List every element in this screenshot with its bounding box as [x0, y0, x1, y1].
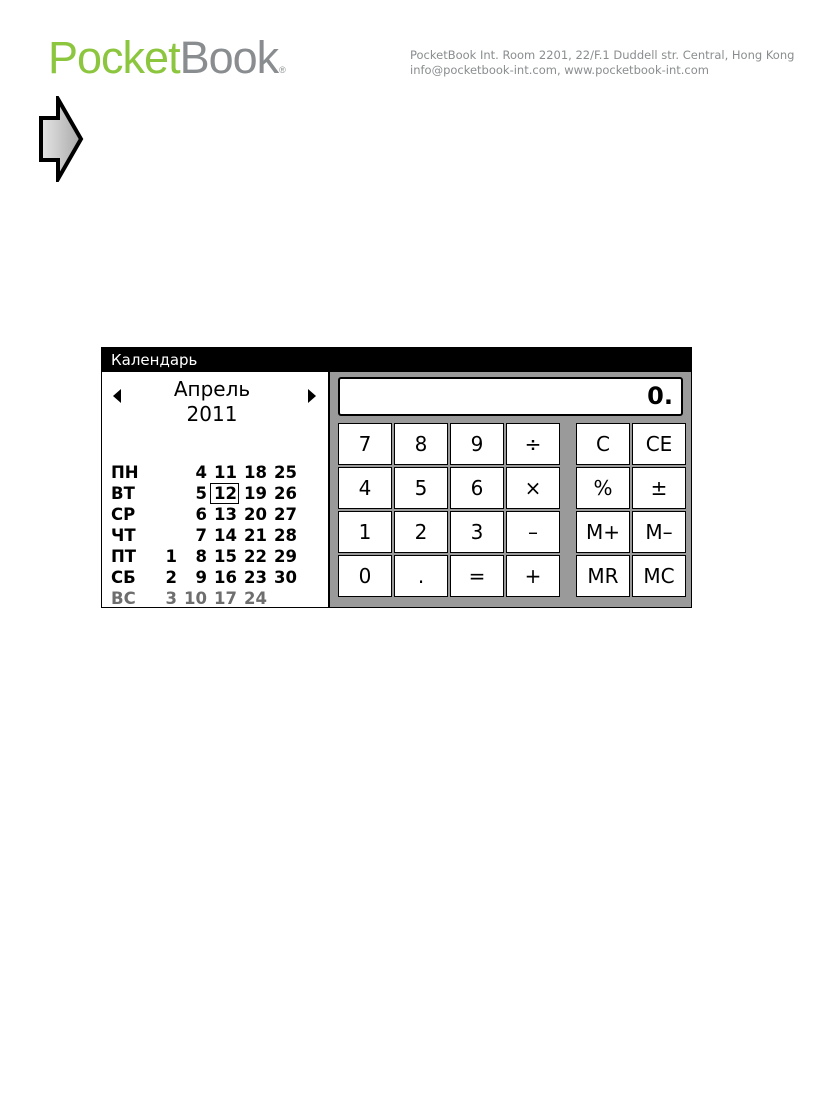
key-2[interactable]: 2 — [394, 511, 448, 553]
calendar-date[interactable]: 16 — [214, 568, 237, 587]
registered-mark: ® — [279, 65, 285, 75]
address-line-2: info@pocketbook-int.com, www.pocketbook-int.com — [410, 63, 709, 77]
key-decimal[interactable]: . — [394, 555, 448, 597]
key-5[interactable]: 5 — [394, 467, 448, 509]
key-clear[interactable]: C — [576, 423, 630, 465]
calendar-date[interactable]: 20 — [244, 505, 267, 524]
key-memory-add[interactable]: M+ — [576, 511, 630, 553]
weekday-label: СБ — [111, 568, 136, 587]
calculator-display: 0. — [338, 377, 683, 416]
key-4[interactable]: 4 — [338, 467, 392, 509]
calendar-date[interactable]: 14 — [214, 526, 237, 545]
key-minus[interactable]: – — [506, 511, 560, 553]
key-divide[interactable]: ÷ — [506, 423, 560, 465]
calendar-date[interactable]: 23 — [244, 568, 267, 587]
calendar-date[interactable]: 19 — [244, 484, 267, 503]
calendar-date[interactable]: 15 — [214, 547, 237, 566]
calendar-date[interactable]: 21 — [244, 526, 267, 545]
calendar-date[interactable]: 24 — [244, 589, 267, 608]
device-screen — [101, 347, 692, 608]
key-9[interactable]: 9 — [450, 423, 504, 465]
pocketbook-logo — [48, 30, 285, 86]
weekday-label: ВС — [111, 589, 136, 608]
calendar-date[interactable]: 9 — [195, 568, 207, 587]
weekday-label: ПТ — [111, 547, 137, 566]
calendar-date[interactable]: 13 — [214, 505, 237, 524]
key-plus[interactable]: + — [506, 555, 560, 597]
calendar-date-today[interactable]: 12 — [214, 484, 237, 503]
key-memory-clear[interactable]: MC — [632, 555, 686, 597]
key-memory-recall[interactable]: MR — [576, 555, 630, 597]
weekday-label: ЧТ — [111, 526, 136, 545]
calendar-date[interactable]: 29 — [274, 547, 297, 566]
window-title: Календарь — [111, 351, 198, 369]
logo-text-book: Book — [179, 32, 279, 83]
calendar-date[interactable]: 27 — [274, 505, 297, 524]
weekday-label: СР — [111, 505, 136, 524]
key-3[interactable]: 3 — [450, 511, 504, 553]
triangle-left-icon[interactable] — [113, 389, 121, 403]
calendar-date[interactable]: 11 — [214, 463, 237, 482]
logo-text-pocket: Pocket — [48, 32, 180, 83]
key-memory-subtract[interactable]: M– — [632, 511, 686, 553]
weekday-label: ВТ — [111, 484, 135, 503]
calendar-date[interactable]: 5 — [195, 484, 207, 503]
key-clear-entry[interactable]: CE — [632, 423, 686, 465]
calendar-year: 2011 — [186, 402, 238, 426]
calendar-date[interactable]: 6 — [195, 505, 207, 524]
calendar-month: Апрель — [173, 377, 251, 401]
company-address — [410, 48, 794, 78]
calendar-date[interactable]: 18 — [244, 463, 267, 482]
calendar-date[interactable]: 17 — [214, 589, 237, 608]
window-title-bar — [102, 348, 691, 372]
calendar-date[interactable]: 25 — [274, 463, 297, 482]
calendar-date[interactable]: 26 — [274, 484, 297, 503]
calendar-date[interactable]: 7 — [195, 526, 207, 545]
calendar-date[interactable]: 1 — [165, 547, 177, 566]
key-7[interactable]: 7 — [338, 423, 392, 465]
address-line-1: PocketBook Int. Room 2201, 22/F.1 Duddell str. Central, Hong Kong — [410, 48, 795, 62]
weekday-label: ПН — [111, 463, 139, 482]
key-multiply[interactable]: × — [506, 467, 560, 509]
calendar-date[interactable]: 2 — [165, 568, 177, 587]
key-6[interactable]: 6 — [450, 467, 504, 509]
calendar-date[interactable]: 3 — [165, 589, 177, 608]
key-plus-minus[interactable]: ± — [632, 467, 686, 509]
calculator-panel — [330, 372, 691, 607]
key-equals[interactable]: = — [450, 555, 504, 597]
calendar-date[interactable]: 8 — [195, 547, 207, 566]
calendar-date[interactable]: 10 — [184, 589, 207, 608]
calendar-date[interactable]: 28 — [274, 526, 297, 545]
calendar-date[interactable]: 22 — [244, 547, 267, 566]
key-8[interactable]: 8 — [394, 423, 448, 465]
key-1[interactable]: 1 — [338, 511, 392, 553]
calendar-date[interactable]: 30 — [274, 568, 297, 587]
key-0[interactable]: 0 — [338, 555, 392, 597]
calendar-panel — [102, 372, 330, 607]
calendar-date[interactable]: 4 — [195, 463, 207, 482]
key-percent[interactable]: % — [576, 467, 630, 509]
right-arrow-icon — [38, 96, 84, 182]
triangle-right-icon[interactable] — [308, 389, 316, 403]
